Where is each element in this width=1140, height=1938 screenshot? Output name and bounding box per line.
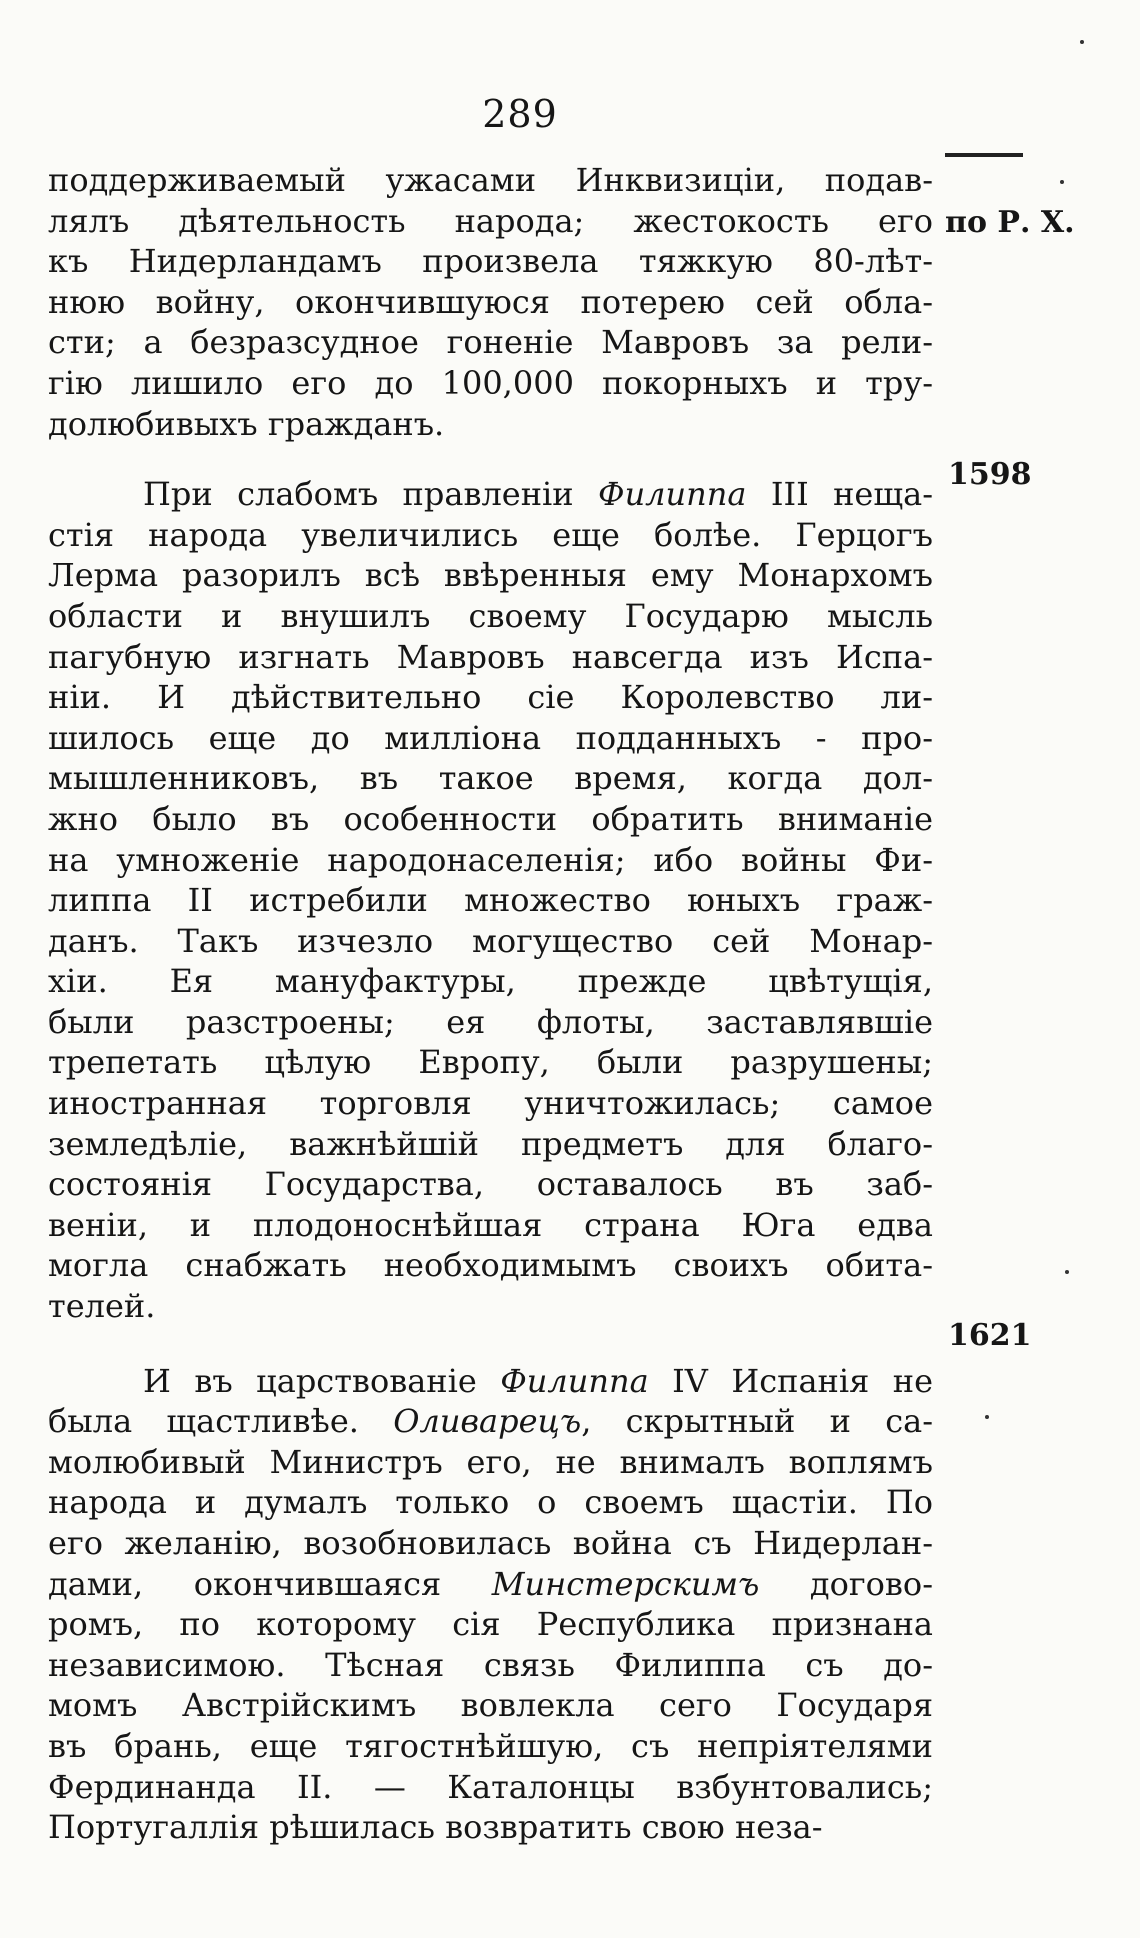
text-line: пагубную изгнать Мавровъ навсегда изъ Испа- (48, 637, 933, 676)
paragraph-3 (48, 1361, 933, 1848)
text-segment: , скрытный и са- (581, 1402, 934, 1441)
text-line: момъ Австрійскимъ вовлекла сего Государя (48, 1686, 933, 1725)
margin-note-year-1598: 1598 (948, 457, 1032, 492)
text-line: трепетать цѣлую Европу, были разрушены; (48, 1043, 933, 1082)
speck (1060, 180, 1064, 184)
text-line: на умноженіе народонаселенія; ибо войны Фи- (48, 840, 933, 879)
text-segment: догово- (759, 1564, 934, 1603)
text-line: ромъ, по которому сія Республика признана (48, 1605, 933, 1644)
text-line: состоянія Государства, оставалось въ заб- (48, 1165, 933, 1204)
paragraph-1 (48, 160, 933, 444)
text-line: ніи. И дѣйствительно сіе Королевство ли- (48, 678, 933, 717)
text-line: нюю войну, окончившуюся потерею сей обла- (48, 282, 933, 321)
text-line: народа и думалъ только о своемъ щастіи. По (48, 1483, 933, 1522)
speck (1065, 1270, 1069, 1274)
text-line: долюбивыхъ гражданъ. (48, 404, 445, 443)
text-line: шилось еще до милліона подданныхъ - про- (48, 718, 933, 757)
text-segment: дами, окончившаяся (48, 1564, 492, 1603)
text-line: данъ. Такъ изчезло могущество сей Монар- (48, 921, 933, 960)
body-text (48, 160, 933, 1848)
speck (985, 1415, 989, 1419)
text-segment: При слабомъ правленіи (143, 475, 598, 514)
text-line: области и внушилъ своему Государю мысль (48, 596, 933, 635)
text-line: Португаллія рѣшилась возвратить свою неза- (48, 1808, 823, 1847)
text-line: молюбивый Министръ его, не внималъ воплямъ (48, 1442, 933, 1481)
text-segment: III неща- (746, 475, 934, 514)
text-line: лялъ дѣятельность народа; жестокость его (48, 201, 933, 240)
margin-note-year-1621: 1621 (948, 1318, 1032, 1353)
italic-name: Филиппа (598, 475, 747, 514)
italic-name: Филиппа (500, 1361, 649, 1400)
text-line: жно было въ особенности обратить вниманіе (48, 799, 933, 838)
text-line (48, 474, 933, 515)
page-number: 289 (482, 92, 558, 136)
text-segment: И въ царствованіе (143, 1361, 501, 1400)
text-line: поддерживаемый ужасами Инквизиціи, подав- (48, 161, 933, 199)
text-line: хіи. Ея мануфактуры, прежде цвѣтущія, (48, 962, 933, 1001)
text-line: Лерма разорилъ всѣ ввѣренныя ему Монархомъ (48, 556, 933, 595)
text-line: земледѣліе, важнѣйшій предметъ для благо- (48, 1124, 933, 1163)
text-line: гію лишило его до 100,000 покорныхъ и тру- (48, 363, 933, 402)
text-line: стія народа увеличились еще болѣе. Герцогъ (48, 515, 933, 554)
text-line: къ Нидерландамъ произвела тяжкую 80-лѣт- (48, 242, 933, 281)
paragraph-2 (48, 474, 933, 1326)
text-line: въ брань, еще тягостнѣйшую, съ непріятелями (48, 1726, 933, 1765)
text-line (48, 1401, 933, 1442)
text-line (48, 1361, 933, 1402)
text-segment: была щастливѣе. (48, 1402, 394, 1441)
text-line (48, 1564, 933, 1605)
text-line: липпа II истребили множество юныхъ граж- (48, 881, 933, 920)
text-line: независимою. Тѣсная связь Филиппа съ до- (48, 1645, 933, 1684)
text-line: сти; а безразсудное гоненіе Мавровъ за рели- (48, 323, 933, 362)
text-line: его желанію, возобновилась война съ Нидерлан- (48, 1524, 933, 1562)
text-line: веніи, и плодоноснѣйшая страна Юга едва (48, 1205, 933, 1244)
margin-note-era: по Р. Х. (945, 205, 1075, 240)
italic-name: Минстерскимъ (491, 1564, 760, 1603)
italic-name: Оливарецъ (393, 1402, 582, 1441)
text-line: Фердинанда II. — Каталонцы взбунтовались; (48, 1767, 933, 1806)
text-line: были разстроены; ея флоты, заставлявшіе (48, 1002, 933, 1041)
text-segment: IV Испанія не (648, 1361, 933, 1400)
text-line: мышленниковъ, въ такое время, когда дол- (48, 759, 933, 798)
text-line: телей. (48, 1287, 156, 1326)
margin-rule (945, 153, 1023, 157)
text-line: могла снабжать необходимымъ своихъ обита- (48, 1246, 933, 1285)
text-line: иностранная торговля уничтожилась; самое (48, 1084, 933, 1123)
speck (1080, 40, 1084, 44)
